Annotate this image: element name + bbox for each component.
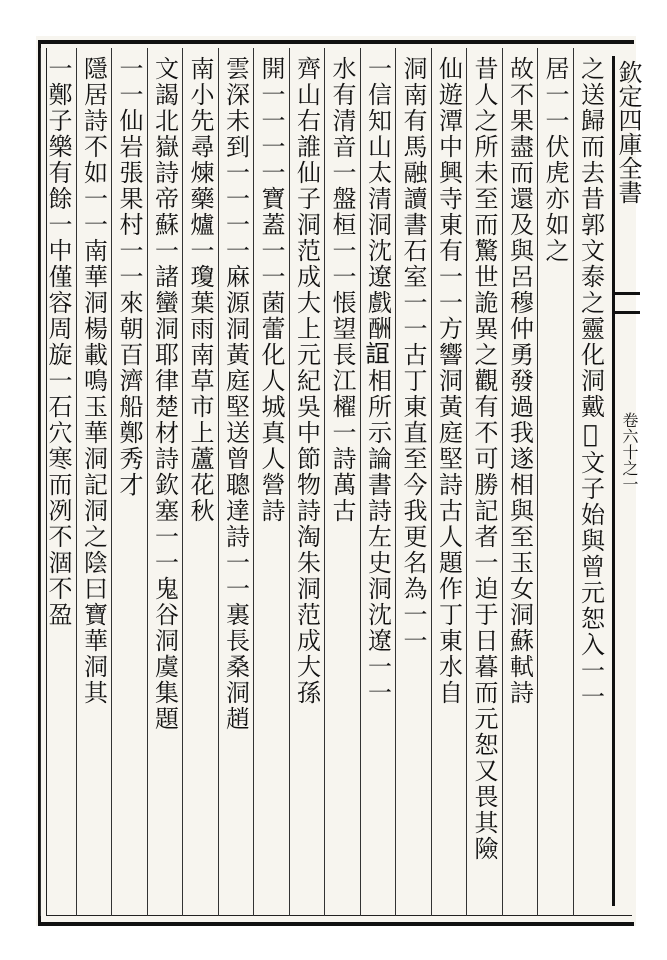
column-rule xyxy=(40,48,41,916)
text-column: 文謁北嶽詩帝蘇一諸蠻洞耶律楚材詩欽塞一一鬼谷洞虞集題 xyxy=(150,56,179,732)
text-column: 水有清音一盤桓一一悵望長江櫂一詩萬古 xyxy=(328,56,356,524)
column-rule xyxy=(573,48,574,916)
text-column: 居一一伏虎亦如之 xyxy=(541,56,569,264)
text-column: 之送歸而去昔郭文泰之靈化洞戴𨕖文子始與曾元恕入一一 xyxy=(576,56,605,710)
column-rule xyxy=(218,48,219,916)
column-rule xyxy=(502,48,503,916)
text-column: 仙遊潭中興寺東有一一方響洞黃庭堅詩古人題作丁東水自 xyxy=(434,56,463,706)
column-rule xyxy=(111,48,112,916)
column-rule xyxy=(537,48,538,916)
text-column: 齊山右誰仙子洞范成大上元紀吳中節物詩淘朱洞范成大孫 xyxy=(292,56,321,706)
volume-label: 卷六十之一 xyxy=(620,412,639,492)
text-column: 南小先尋煉藥爐一瓊葉雨南草市上蘆花秋 xyxy=(186,56,214,524)
text-column: 昔人之所未至而驚世詭異之觀有不可勝記者一迫于日暮而元恕又畏其險 xyxy=(470,56,498,862)
column-rule xyxy=(147,48,148,916)
column-rule xyxy=(253,48,254,916)
text-column: 一鄭子樂有餘一中僅容周旋一石穴寒而冽不涸不盈 xyxy=(44,56,72,628)
column-rule xyxy=(182,48,183,916)
text-column: 洞南有馬融讀書石室一一古丁東直至今我更名為一一 xyxy=(399,56,427,654)
text-column: 一一仙岩張果村一一來朝百濟船鄭秀才 xyxy=(115,56,143,498)
column-rule xyxy=(76,48,77,916)
column-rule xyxy=(395,48,396,916)
column-rule xyxy=(289,48,290,916)
book-title: 欽定四庫全書 xyxy=(614,60,642,204)
text-column: 故不果盡而還及與呂穆仲勇發過我遂相與至玉女洞蘇軾詩 xyxy=(505,56,534,706)
text-column: 隱居詩不如一一南華洞楊載鳴玉華洞記洞之陰曰寶華洞其 xyxy=(79,56,108,706)
column-rule xyxy=(360,48,361,916)
text-column: 開一一一一寶蓋一一菌蕾化人城真人營詩 xyxy=(257,56,285,524)
column-rule xyxy=(324,48,325,916)
column-rule xyxy=(466,48,467,916)
column-rule xyxy=(431,48,432,916)
text-column: 一信知山太清洞沈遼戲酬𧨏相所示論書詩左史洞沈遼一一 xyxy=(363,56,392,706)
text-column: 雲深未到一一一一麻源洞黃庭堅送曾聰達詩一一裏長桑洞趙 xyxy=(221,56,250,732)
